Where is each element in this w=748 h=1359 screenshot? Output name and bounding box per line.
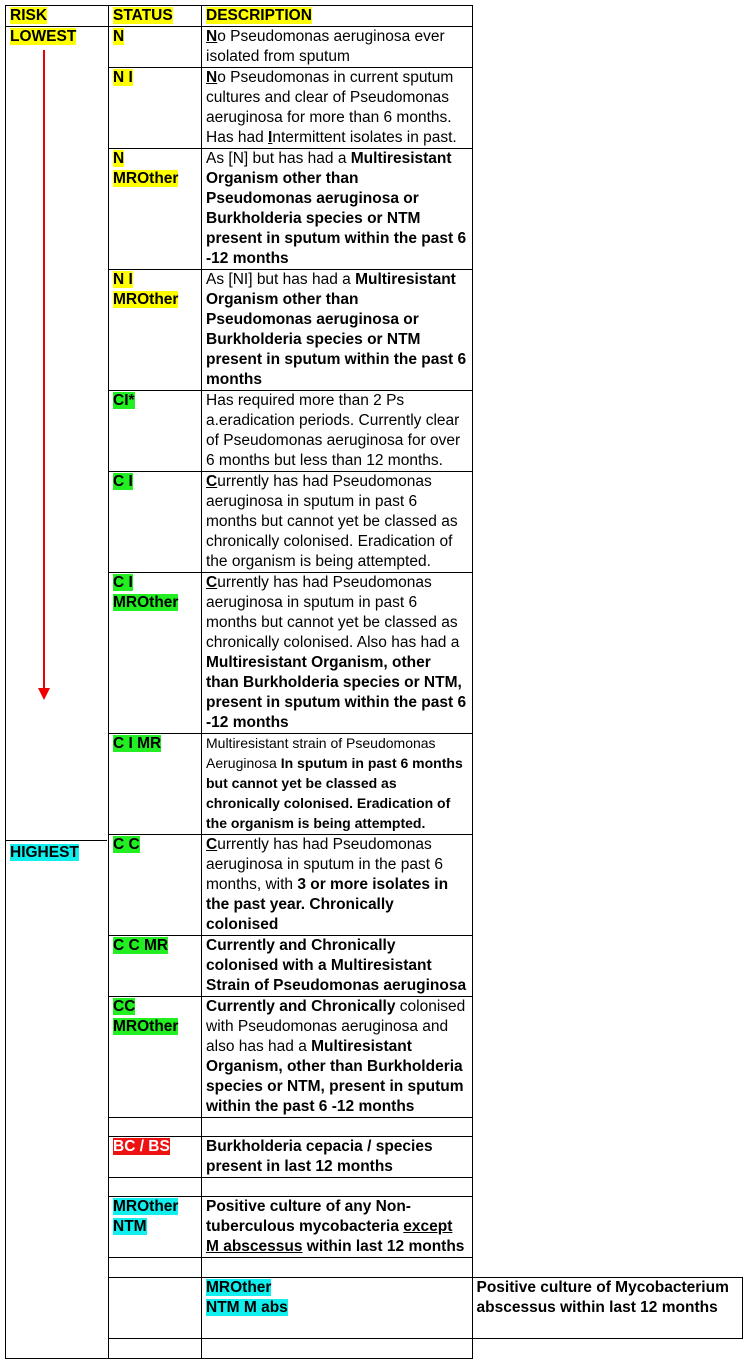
description-text: except M abscessus xyxy=(206,1218,453,1255)
description-text: colonised with Pseudomonas aeruginosa and also has had a xyxy=(206,998,466,1055)
description-cell xyxy=(202,997,473,1118)
status-header: STATUS xyxy=(109,6,202,27)
description-text: As [N] but has had a xyxy=(206,150,351,167)
status-cell: BC / BS xyxy=(109,1137,202,1178)
table-row xyxy=(6,835,743,936)
table-row xyxy=(6,734,743,835)
description-text: C xyxy=(206,574,218,591)
description-text: urrently has had Pseudomonas aeruginosa in sputum in past 6 months but cannot yet be classed as chronically colonised. Eradication of the organism is being attempted. xyxy=(206,473,458,570)
description-cell xyxy=(202,391,473,472)
description-text: Chronically colonised xyxy=(206,896,394,933)
description-text: Multiresistant Organism, other than Burkholderia species or NTM, present in sputum within the past 6 -12 months xyxy=(206,654,467,731)
description-text: Burkholderia cepacia / species present in last 12 months xyxy=(206,1138,433,1175)
status-cell: N MROther xyxy=(109,149,202,270)
header-row xyxy=(6,6,743,27)
description-text: As [NI] but has had a xyxy=(206,271,356,288)
spacer-row xyxy=(6,1258,743,1278)
table-row xyxy=(6,472,743,573)
description-cell xyxy=(202,1137,473,1178)
description-text: Multiresistant Organism other than Pseudomonas aeruginosa or Burkholderia species or NTM present in sputum within the past 6 -12 months xyxy=(206,150,467,267)
status-cell: MROther NTM M abs xyxy=(202,1278,473,1339)
description-text: C xyxy=(206,473,218,490)
risk-arrow xyxy=(43,50,45,690)
highest-divider xyxy=(5,840,107,841)
table-row xyxy=(6,27,743,68)
description-cell xyxy=(202,573,473,734)
description-text: urrently has had Pseudomonas aeruginosa in sputum in the past 6 months, with xyxy=(206,836,443,893)
table-row xyxy=(6,997,743,1118)
status-cell: MROther NTM xyxy=(109,1197,202,1258)
risk-header: RISK xyxy=(6,6,109,27)
description-cell xyxy=(472,1278,743,1339)
table-row xyxy=(6,270,743,391)
description-text: Multiresistant strain of Pseudomonas Aeruginosa xyxy=(206,735,436,771)
risk-lowest-cell: LOWEST xyxy=(6,27,109,1359)
spacer-row xyxy=(6,1339,743,1359)
description-text: Currently and Chronically xyxy=(206,998,396,1015)
description-text: within last 12 months xyxy=(302,1238,465,1255)
status-cell: C C MR xyxy=(109,936,202,997)
status-cell: C I MROther xyxy=(109,573,202,734)
spacer-row xyxy=(6,1178,743,1197)
status-cell: CI* xyxy=(109,391,202,472)
table-row xyxy=(6,573,743,734)
table-row xyxy=(6,149,743,270)
description-text: In sputum in past 6 months but cannot yet be classed as chronically colonised. Eradication of the organism is being attempted. xyxy=(206,755,463,831)
table-row xyxy=(6,1197,743,1258)
status-cell: C C xyxy=(109,835,202,936)
description-text: I xyxy=(268,129,273,146)
description-text: 3 or more isolates in the past year. xyxy=(206,876,449,913)
status-cell: CC MROther xyxy=(109,997,202,1118)
description-cell xyxy=(202,936,473,997)
table-row xyxy=(6,1278,743,1339)
table-row xyxy=(6,68,743,149)
description-cell xyxy=(202,734,473,835)
description-cell xyxy=(202,27,473,68)
spacer-row xyxy=(6,1118,743,1137)
description-text: C xyxy=(206,836,218,853)
description-cell xyxy=(202,472,473,573)
status-cell: N I xyxy=(109,68,202,149)
table-row xyxy=(6,391,743,472)
table-row xyxy=(6,936,743,997)
description-cell xyxy=(202,835,473,936)
description-text: Currently and Chronically colonised with a Multiresistant Strain of Pseudomonas aeruginosa xyxy=(206,937,467,994)
description-text: ntermittent isolates in past. xyxy=(272,129,457,146)
description-cell xyxy=(202,1197,473,1258)
status-cell: N xyxy=(109,27,202,68)
description-header: DESCRIPTION xyxy=(202,6,473,27)
description-text: N xyxy=(206,69,218,86)
description-text: o Pseudomonas aeruginosa ever isolated from sputum xyxy=(206,28,445,65)
description-cell xyxy=(202,149,473,270)
description-text: urrently has had Pseudomonas aeruginosa in sputum in past 6 months but cannot yet be classed as chronically colonised. Also has had a xyxy=(206,574,460,651)
status-cell: C I MR xyxy=(109,734,202,835)
description-text: Positive culture of Mycobacterium abscessus within last 12 months xyxy=(476,1279,729,1316)
risk-highest-label: HIGHEST xyxy=(10,844,79,861)
description-text: o Pseudomonas in current sputum cultures and clear of Pseudomonas aeruginosa for more than 6 months. Has had xyxy=(206,69,454,146)
table-row xyxy=(6,1137,743,1178)
status-cell: C I xyxy=(109,472,202,573)
description-cell xyxy=(202,68,473,149)
description-text: Multiresistant Organism, other than Burkholderia species or NTM, present in sputum within the past 6 -12 months xyxy=(206,1038,464,1115)
description-text: Positive culture of any Non-tuberculous mycobacteria xyxy=(206,1198,411,1235)
description-text: Multiresistant Organism other than Pseudomonas aeruginosa or Burkholderia species or NTM present in sputum within the past 6 months xyxy=(206,271,467,388)
description-cell xyxy=(202,270,473,391)
description-text: N xyxy=(206,28,218,45)
risk-status-table xyxy=(5,5,743,1359)
arrow-down-icon xyxy=(38,688,50,700)
description-text: Has required more than 2 Ps a.eradication periods. Currently clear of Pseudomonas aeruginosa for over 6 months but less than 12 months. xyxy=(206,392,461,469)
status-cell: N I MROther xyxy=(109,270,202,391)
